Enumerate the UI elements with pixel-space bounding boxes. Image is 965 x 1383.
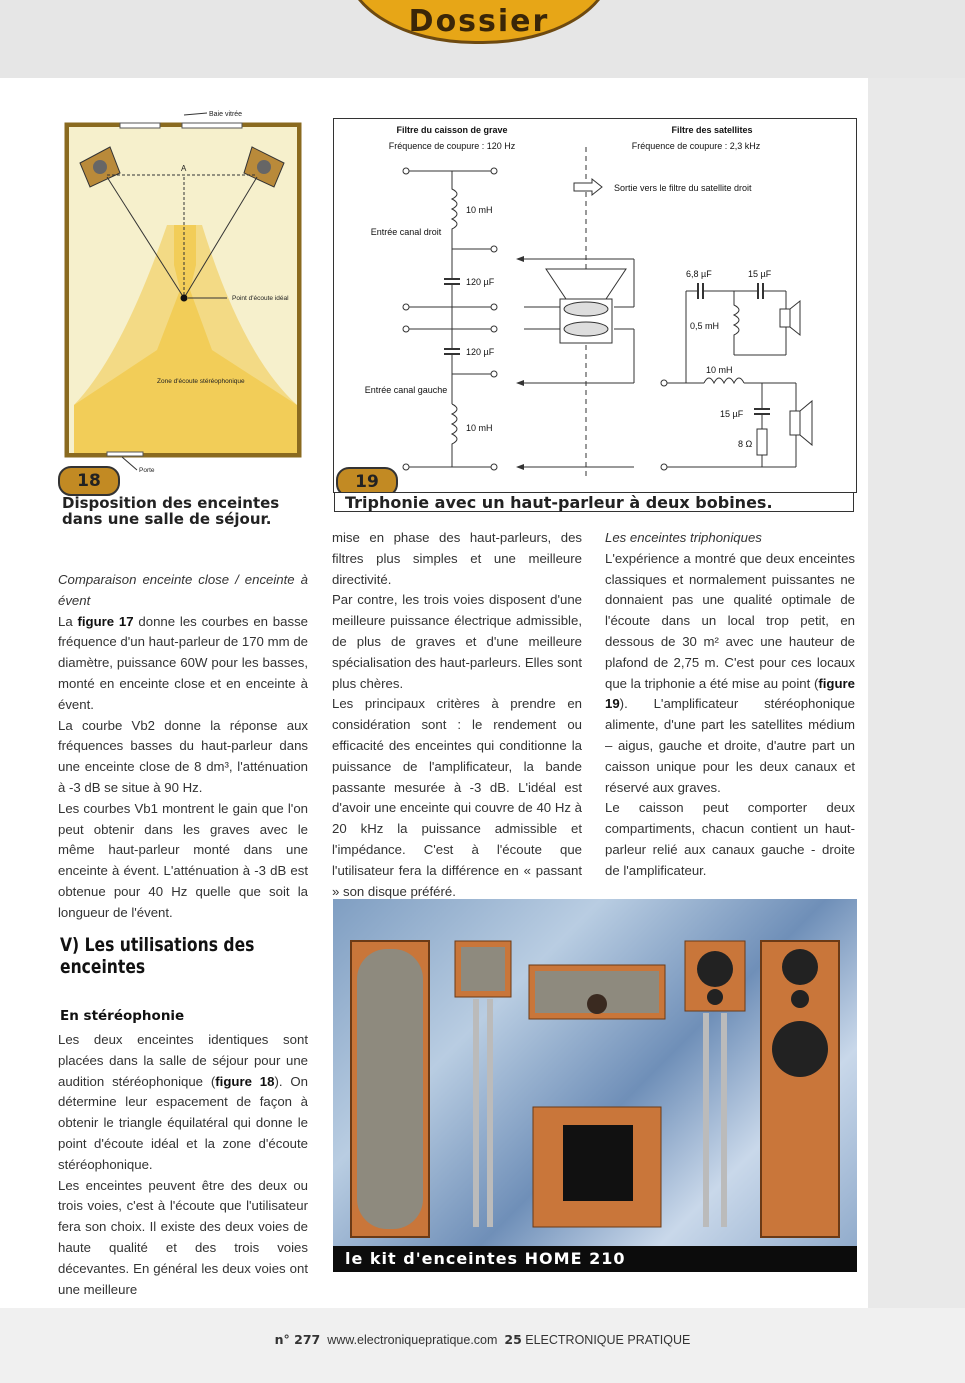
- magazine-name: ELECTRONIQUE PRATIQUE: [525, 1333, 691, 1347]
- sat-r-label: 8 Ω: [738, 439, 753, 449]
- column-2: [332, 528, 582, 902]
- l2-label: 10 mH: [466, 423, 493, 433]
- door-label: Porte: [139, 467, 155, 474]
- sat-filter-freq: Fréquence de coupure : 2,3 kHz: [631, 141, 761, 151]
- col3-paragraph-2: Le caisson peut comporter deux compartiments, chacun contient un haut-parleur relié aux canaux gauche - droite de l'amplificateur.: [605, 800, 855, 878]
- output-note: Sortie vers le filtre du satellite droit: [614, 183, 752, 193]
- section-label: Dossier: [408, 4, 550, 39]
- sat-c1-label: 6,8 µF: [686, 269, 712, 279]
- zone-label: Zone d'écoute stéréophonique: [157, 378, 245, 385]
- col1-paragraph-4: Les deux enceintes identiques sont placées dans la salle de séjour pour une audition stéréophonique (figure 18). On détermine leur espacement de façon à obtenir le triangle équilatéral qui donne le point d'écoute idéal et la zone d'écoute stéréophonique.: [58, 1032, 308, 1172]
- figure-19-schematic: [333, 118, 857, 493]
- speaker-kit-photo: [333, 899, 857, 1272]
- column-3: [605, 528, 855, 882]
- figure-18-caption: Disposition des enceintes dans une salle de séjour.: [62, 494, 280, 528]
- sat-l2-label: 10 mH: [706, 365, 733, 375]
- apex-label: A: [181, 164, 187, 173]
- col2-paragraph-2: Par contre, les trois voies disposent d'une meilleure puissance électrique admissible, de plus de graves et d'une meilleure spécialisation des haut-parleurs. Elles sont plus chères.: [332, 592, 582, 691]
- sat-c2-label: 15 µF: [748, 269, 772, 279]
- sat-l1-label: 0,5 mH: [690, 321, 720, 331]
- issue-number: n° 277: [274, 1332, 321, 1347]
- page-number: 25: [504, 1332, 522, 1347]
- col1-subhead: Comparaison enceinte close / enceinte à évent: [58, 572, 308, 608]
- col3-subhead: Les enceintes triphoniques: [605, 530, 762, 545]
- column-1-lower: [58, 1030, 308, 1300]
- figure-18-diagram: [62, 105, 312, 475]
- col3-paragraph-1: L'expérience a montré que deux enceintes classiques et normalement puissantes ne donnaient pas une qualité optimale de l'écoute dans un local trop petit, en dessous de 30 m² avec une hauteur de plafond de 2,75 m. C'est pour ces locaux que la triphonie a été mise au point (figure 19). L'amplificateur stéréophonique alimente, d'une part les satellites médium – aigus, gauche et droite, d'autre part un caisson unique pour les deux canaux et réservé aux graves.: [605, 550, 855, 795]
- listening-point-label: Point d'écoute idéal: [232, 295, 289, 302]
- page-footer: [0, 1332, 965, 1347]
- figure-19-caption: Triphonie avec un haut-parleur à deux bobines.: [334, 492, 854, 512]
- l1-label: 10 mH: [466, 205, 493, 215]
- photo-caption: le kit d'enceintes HOME 210: [333, 1246, 857, 1272]
- footer-url: www.electroniquepratique.com: [327, 1333, 498, 1347]
- col2-paragraph-3: Les principaux critères à prendre en considération sont : le rendement ou efficacité des enceintes qui conditionne la puissance de l'amplificateur, la bande passante mesurée à -3 dB. L'idéal est d'avoir une enceinte qui couvre de 40 Hz à 20 kHz la puissance admissible et l'impédance. C'est à l'écoute que l'utilisateur fera la différence en « passant » son disque préféré.: [332, 696, 582, 899]
- sub-filter-freq: Fréquence de coupure : 120 Hz: [388, 141, 516, 151]
- column-1: [58, 570, 308, 924]
- input-left-label: Entrée canal gauche: [364, 385, 448, 395]
- sat-c3-label: 15 µF: [720, 409, 744, 419]
- page-margin-right: [868, 78, 965, 1308]
- window-label: Baie vitrée: [209, 111, 243, 118]
- sub-filter-title: Filtre du caisson de grave: [396, 125, 508, 135]
- col1-paragraph-1: La figure 17 donne les courbes en basse fréquence d'un haut-parleur de 170 mm de diamètre, puissance 60W pour les basses, monté en enceinte close et en enceinte à évent.: [58, 613, 308, 712]
- sat-filter-title: Filtre des satellites: [671, 125, 753, 135]
- subsection-heading: En stéréophonie: [60, 1008, 185, 1024]
- col1-paragraph-3: Les courbes Vb1 montrent le gain que l'on peut obtenir dans les graves avec le même haut-parleur monté dans une enceinte à évent. L'atténuation à -3 dB est obtenue pour 40 Hz quelle que soit la longueur de l'évent.: [58, 800, 308, 920]
- col1-paragraph-2: La courbe Vb2 donne la réponse aux fréquences basses du haut-parleur dans une enceinte close de 8 dm³, l'atténuation à -3 dB se situe à 90 Hz.: [58, 717, 308, 795]
- c1-label: 120 µF: [466, 277, 495, 287]
- section-heading: V) Les utilisations des enceintes: [60, 934, 255, 978]
- c2-label: 120 µF: [466, 347, 495, 357]
- figure-18-badge: 18: [58, 466, 120, 496]
- col2-paragraph-1: mise en phase des haut-parleurs, des filtres plus simples et une meilleure directivité.: [332, 530, 582, 587]
- figure-19-badge: 19: [336, 467, 398, 497]
- col1-paragraph-5: Les enceintes peuvent être des deux ou trois voies, c'est à l'écoute que l'utilisateur fera son choix. Il existe des deux voies de haute qualité et des trois voies décevantes. En général les deux voies ont une meilleure: [58, 1177, 308, 1297]
- input-right-label: Entrée canal droit: [370, 227, 442, 237]
